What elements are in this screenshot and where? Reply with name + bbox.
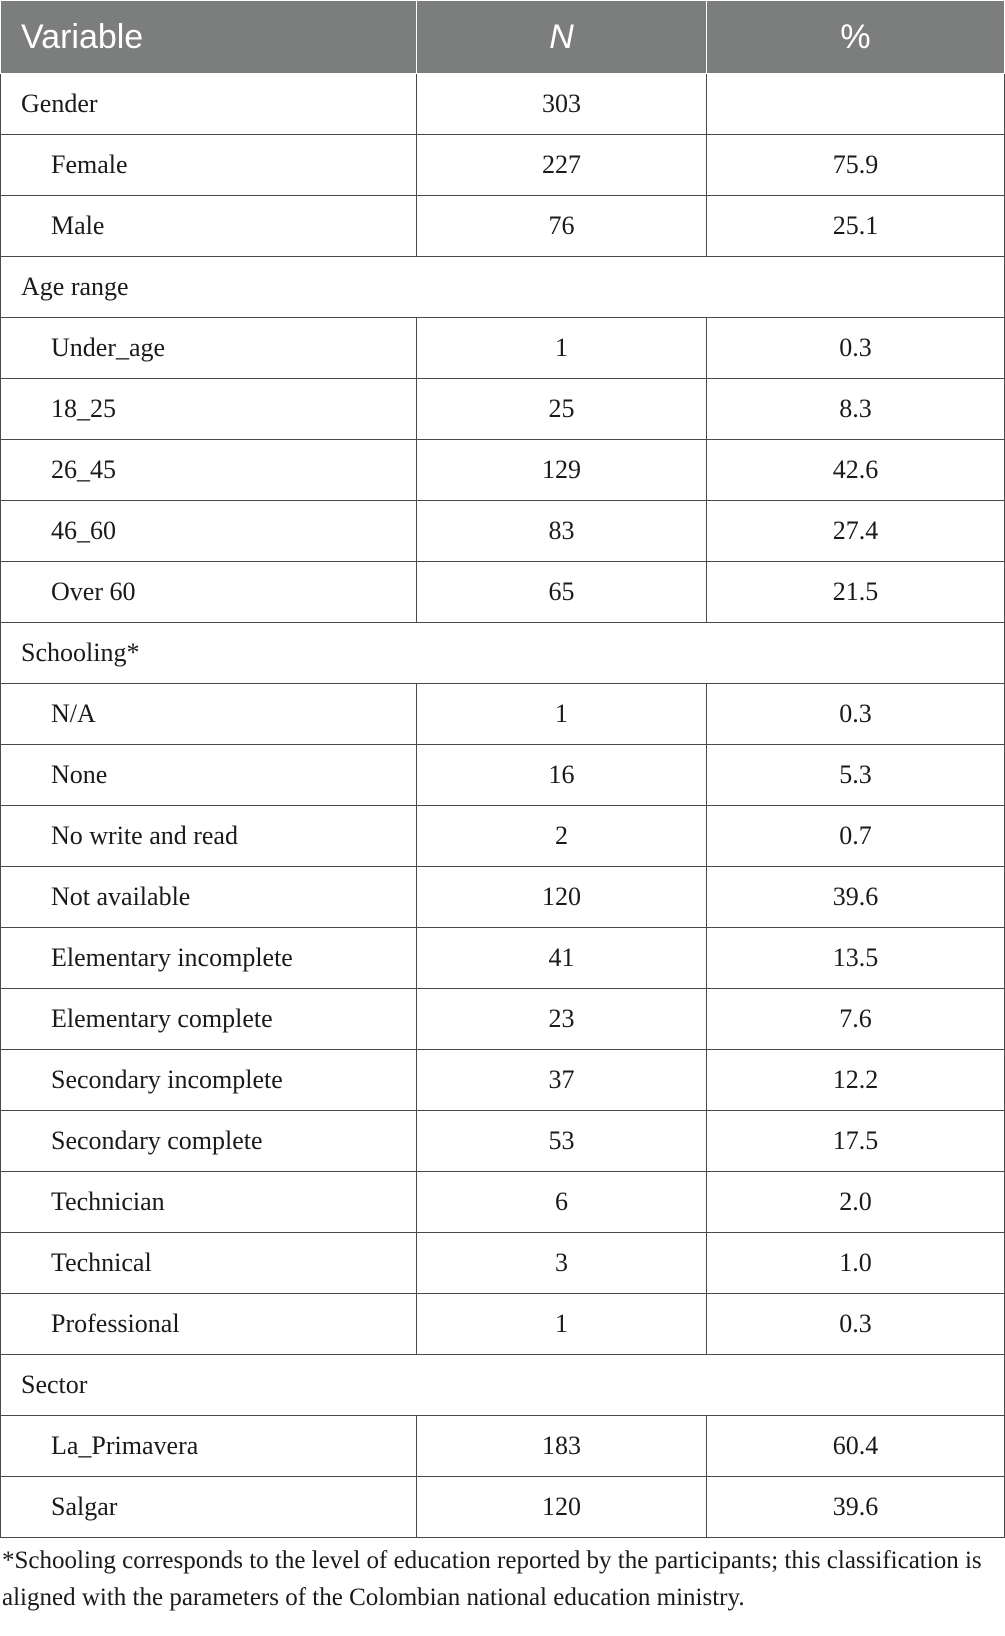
table-row — [1, 1111, 1005, 1172]
table-row — [1, 440, 1005, 501]
table-row — [1, 928, 1005, 989]
row-label: Not available — [1, 867, 417, 928]
table-row — [1, 1050, 1005, 1111]
cell-n: 41 — [417, 928, 707, 989]
group-label: Schooling* — [1, 623, 1005, 684]
cell-n: 23 — [417, 989, 707, 1050]
table-row — [1, 318, 1005, 379]
row-label: Elementary incomplete — [1, 928, 417, 989]
group-row — [1, 257, 1005, 318]
table-row — [1, 135, 1005, 196]
row-label: 26_45 — [1, 440, 417, 501]
row-label: Male — [1, 196, 417, 257]
table-row — [1, 1172, 1005, 1233]
cell-percent: 8.3 — [707, 379, 1005, 440]
cell-percent: 7.6 — [707, 989, 1005, 1050]
cell-percent — [707, 74, 1005, 135]
table-row — [1, 501, 1005, 562]
cell-percent: 39.6 — [707, 867, 1005, 928]
row-label: 46_60 — [1, 501, 417, 562]
header-row — [1, 1, 1005, 74]
header-percent: % — [707, 1, 1005, 74]
row-label: None — [1, 745, 417, 806]
cell-n: 37 — [417, 1050, 707, 1111]
cell-percent: 0.3 — [707, 684, 1005, 745]
cell-n: 76 — [417, 196, 707, 257]
row-label: Over 60 — [1, 562, 417, 623]
cell-n: 303 — [417, 74, 707, 135]
table-row — [1, 867, 1005, 928]
cell-n: 6 — [417, 1172, 707, 1233]
cell-percent: 21.5 — [707, 562, 1005, 623]
cell-n: 183 — [417, 1416, 707, 1477]
cell-percent: 0.3 — [707, 318, 1005, 379]
cell-percent: 60.4 — [707, 1416, 1005, 1477]
header-n: N — [417, 1, 707, 74]
row-label: N/A — [1, 684, 417, 745]
row-label: Under_age — [1, 318, 417, 379]
table-row — [1, 1294, 1005, 1355]
cell-n: 65 — [417, 562, 707, 623]
row-label: Technical — [1, 1233, 417, 1294]
group-row — [1, 74, 1005, 135]
row-label: Secondary incomplete — [1, 1050, 417, 1111]
row-label: Elementary complete — [1, 989, 417, 1050]
cell-n: 25 — [417, 379, 707, 440]
cell-n: 16 — [417, 745, 707, 806]
row-label: Technician — [1, 1172, 417, 1233]
row-label: La_Primavera — [1, 1416, 417, 1477]
row-label: Salgar — [1, 1477, 417, 1538]
cell-percent: 0.7 — [707, 806, 1005, 867]
table-row — [1, 684, 1005, 745]
cell-percent: 27.4 — [707, 501, 1005, 562]
cell-percent: 2.0 — [707, 1172, 1005, 1233]
row-label: No write and read — [1, 806, 417, 867]
row-label: Professional — [1, 1294, 417, 1355]
cell-n: 1 — [417, 318, 707, 379]
table-row — [1, 745, 1005, 806]
table-row — [1, 379, 1005, 440]
cell-n: 1 — [417, 684, 707, 745]
row-label: Female — [1, 135, 417, 196]
table-header — [1, 1, 1005, 74]
table-body — [1, 74, 1005, 1538]
cell-percent: 13.5 — [707, 928, 1005, 989]
cell-percent: 25.1 — [707, 196, 1005, 257]
cell-percent: 75.9 — [707, 135, 1005, 196]
group-label: Gender — [1, 74, 417, 135]
table-row — [1, 806, 1005, 867]
table-row — [1, 989, 1005, 1050]
cell-percent: 17.5 — [707, 1111, 1005, 1172]
cell-n: 120 — [417, 867, 707, 928]
cell-percent: 42.6 — [707, 440, 1005, 501]
table-footnote: *Schooling corresponds to the level of education reported by the participants; this classification is aligned with the parameters of the Colombian national education ministry. — [2, 1547, 982, 1611]
cell-n: 83 — [417, 501, 707, 562]
cell-percent: 0.3 — [707, 1294, 1005, 1355]
group-label: Sector — [1, 1355, 1005, 1416]
table-row — [1, 1416, 1005, 1477]
cell-percent: 5.3 — [707, 745, 1005, 806]
cell-n: 3 — [417, 1233, 707, 1294]
group-row — [1, 1355, 1005, 1416]
cell-percent: 1.0 — [707, 1233, 1005, 1294]
cell-n: 2 — [417, 806, 707, 867]
group-row — [1, 623, 1005, 684]
cell-n: 227 — [417, 135, 707, 196]
table-row — [1, 196, 1005, 257]
table-row — [1, 1233, 1005, 1294]
cell-n: 1 — [417, 1294, 707, 1355]
cell-n: 129 — [417, 440, 707, 501]
group-label: Age range — [1, 257, 1005, 318]
cell-percent: 39.6 — [707, 1477, 1005, 1538]
table-row — [1, 1477, 1005, 1538]
row-label: 18_25 — [1, 379, 417, 440]
header-variable: Variable — [1, 1, 417, 74]
table-row — [1, 562, 1005, 623]
row-label: Secondary complete — [1, 1111, 417, 1172]
cell-n: 120 — [417, 1477, 707, 1538]
cell-percent: 12.2 — [707, 1050, 1005, 1111]
cell-n: 53 — [417, 1111, 707, 1172]
